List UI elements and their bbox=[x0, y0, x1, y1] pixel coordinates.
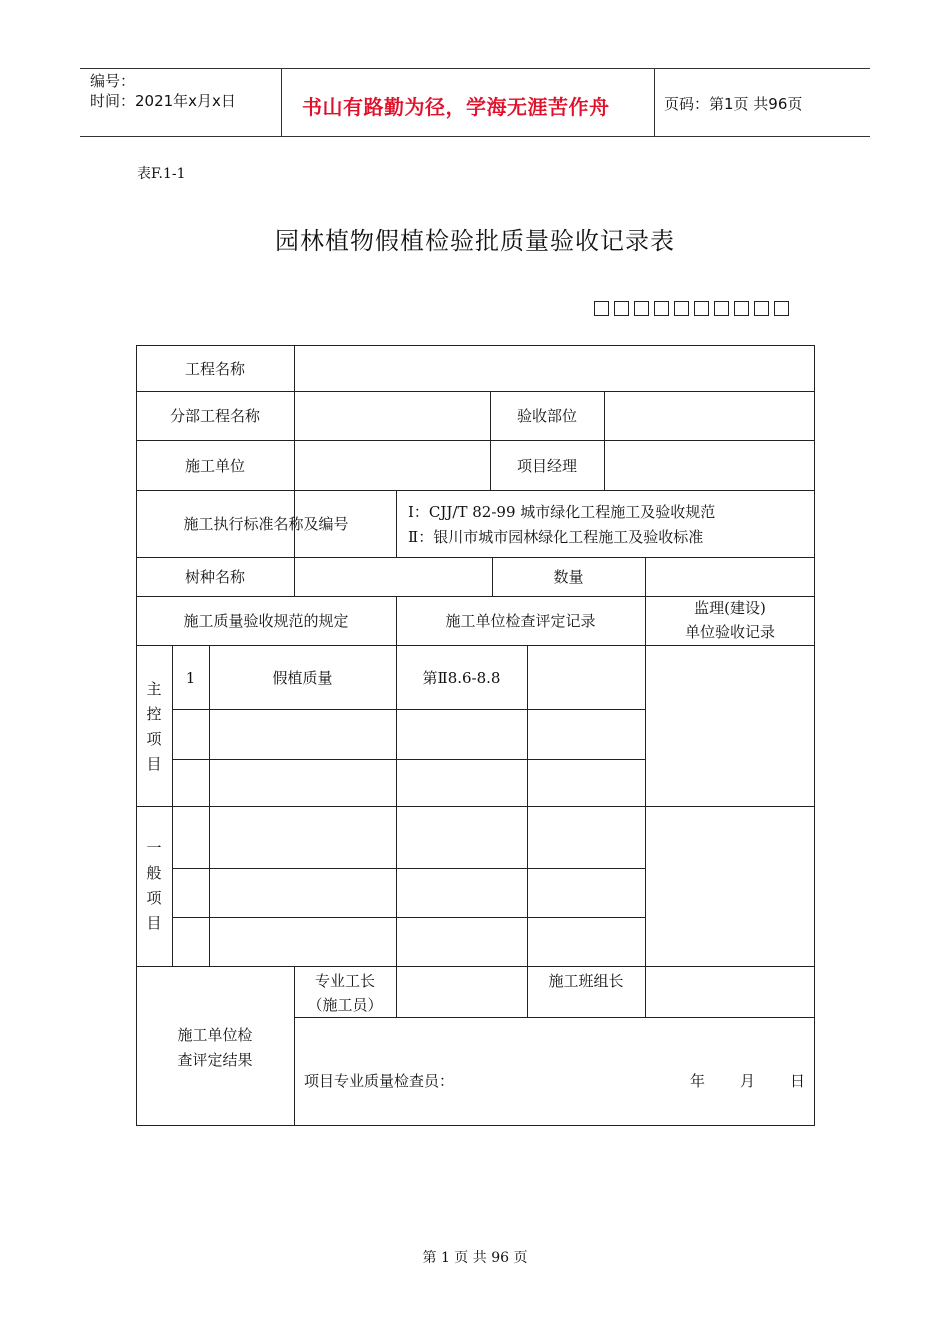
team-leader-label: 施工班组长 bbox=[548, 972, 624, 990]
supervision-header-line-1: 监理(建设) bbox=[694, 599, 766, 617]
general-group-label: 一般项目 bbox=[146, 839, 162, 932]
code-box bbox=[734, 301, 749, 316]
supervision-header-line-2: 单位验收记录 bbox=[684, 623, 775, 641]
header-code: 编号： bbox=[90, 72, 136, 90]
header-time: 时间：2021年x月x日 bbox=[90, 92, 236, 110]
header-divider bbox=[281, 68, 282, 136]
result-label-line-2: 查评定结果 bbox=[177, 1051, 253, 1069]
main-item-number: 1 bbox=[185, 669, 196, 687]
inspector-label: 项目专业质量检查员： bbox=[304, 1072, 455, 1090]
header-divider bbox=[654, 68, 655, 136]
sub-project-label: 分部工程名称 bbox=[169, 407, 260, 425]
code-boxes bbox=[594, 301, 789, 316]
result-label-line-1: 施工单位检 bbox=[177, 1026, 253, 1044]
standard-label: 施工执行标准名称及编号 bbox=[183, 515, 349, 533]
code-box bbox=[694, 301, 709, 316]
code-box bbox=[594, 301, 609, 316]
header-motto: 书山有路勤为径，学海无涯苦作舟 bbox=[302, 95, 610, 119]
code-box bbox=[714, 301, 729, 316]
code-box bbox=[634, 301, 649, 316]
foreman-label-line-2: （施工员） bbox=[307, 996, 383, 1014]
header-bottom-rule bbox=[80, 136, 870, 137]
day-label: 日 bbox=[790, 1072, 806, 1090]
code-box bbox=[774, 301, 789, 316]
standard-line-2: Ⅱ：银川市城市园林绿化工程施工及验收标准 bbox=[408, 528, 704, 546]
code-box bbox=[674, 301, 689, 316]
project-manager-label: 项目经理 bbox=[516, 457, 577, 475]
code-box bbox=[654, 301, 669, 316]
page-footer: 第 1 页 共 96 页 bbox=[422, 1250, 528, 1266]
code-box bbox=[754, 301, 769, 316]
main-item-name: 假植质量 bbox=[272, 669, 333, 687]
month-label: 月 bbox=[740, 1072, 756, 1090]
code-box bbox=[614, 301, 629, 316]
construction-unit-label: 施工单位 bbox=[184, 457, 245, 475]
main-item-reference: 第Ⅱ8.6-8.8 bbox=[422, 669, 501, 687]
acceptance-part-label: 验收部位 bbox=[516, 407, 577, 425]
header-top-rule bbox=[80, 68, 870, 69]
standard-line-1: Ⅰ：CJJ/T 82-99 城市绿化工程施工及验收规范 bbox=[408, 503, 716, 521]
year-label: 年 bbox=[690, 1072, 706, 1090]
spec-header: 施工质量验收规范的规定 bbox=[183, 612, 349, 630]
table-number: 表F.1-1 bbox=[137, 166, 186, 182]
project-name-label: 工程名称 bbox=[184, 360, 245, 378]
foreman-label-line-1: 专业工长 bbox=[314, 972, 375, 990]
main-control-group-label: 主控项目 bbox=[146, 680, 162, 773]
page-title: 园林植物假植检验批质量验收记录表 bbox=[275, 227, 675, 255]
check-header: 施工单位检查评定记录 bbox=[445, 612, 596, 630]
quantity-label: 数量 bbox=[553, 568, 584, 586]
header-page-info: 页码：第1页 共96页 bbox=[664, 95, 803, 113]
species-label: 树种名称 bbox=[184, 568, 245, 586]
